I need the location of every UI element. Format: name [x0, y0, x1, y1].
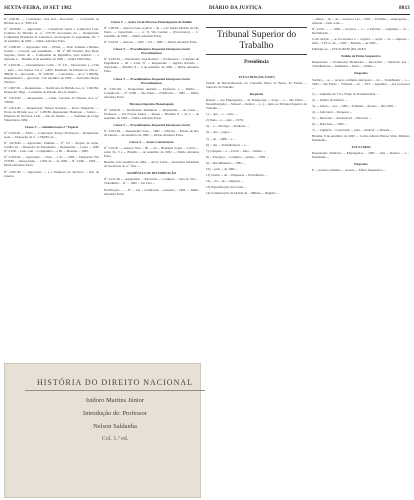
paragraph: Nº 3.018-82 — Agravante: Unidade ... Nº 3.0 ... Projeto de Ação, Crédito 01 ... Despacho de Expediente ... Requerente: ... Lessa ... 1982 Nº 2.918 ... Ltda. com ... Companhia ... e Bi. ... Brasília ... 1982.: [4, 141, 99, 154]
paragraph: Classe V — Administração 2.ª Espécie: [24, 125, 79, 130]
paragraph: Nº 3.04-81 — Autora: ... 1922 ... 0.5 ... 1982 — Diário Abrantes Faria.: [104, 40, 198, 45]
paragraph: Classe V — Procedimentos Depoente Interposto Geral: [113, 122, 190, 127]
paragraph: Pedido de Efeito Suspensivo: [341, 54, 381, 59]
paragraph: 2) — Salário Normativo ...: [312, 97, 348, 102]
paragraph: Nº 2.912-82 — Requerente: Nelson Ronaldo ... Rosa. Despacho: ... Notas da Divisão A-e, n.º 1.180/82. Requerente: Henrique ... Santos ... Empresa de Serviços, Ltda. ... Rio de Janeiro — ... Terminal de Carga Valencianos 1982.: [4, 105, 99, 123]
header-date: SEXTA-FEIRA, 10 SET 1982: [4, 5, 72, 11]
paragraph: 1) ... que ... o ... ativo ...: [206, 112, 238, 117]
paragraph: Classe V — Procedimentos Depoente Interposto Geral Procedimentos: [113, 47, 190, 56]
paragraph: 14) Comunicação da Ordem de ... Bilhete ... Registro ...: [206, 190, 280, 195]
tribunal-heading-box: [206, 25, 307, 67]
paragraph: AUDIÊNCIA DE DISTRIBUIÇÃO: [126, 171, 177, 176]
tribunal-title: Tribunal Superior do Trabalho: [206, 27, 307, 55]
paragraph: Nº 2.916-82 — EXO — Contratado: Estaço Professora ... Requerente: Geia, ... Despacho de n.º 1.790/82, de ...: [4, 131, 99, 140]
paragraph: TST-SJ-86/82: [351, 145, 371, 150]
paragraph: Classe V — Procedimentos Depoente Interposto Geral Procedimentos: [113, 76, 190, 85]
book-advertisement: [4, 363, 201, 498]
paragraph: Nº 2.910-82 — Requerente: ... Lima, Carolina da Divisão A-e, n.º 738/82.: [4, 95, 99, 104]
paragraph: 11) Custas ... de ... Empresas ... Previdência ...: [206, 172, 268, 177]
paragraph: Nº 3.10-81 — Autora: Vera ... Bi. ... da ... Henrique Sousa ... Corrêa ... sobre fls. 3 e ... Brasília ... de setembro de 1982 — Diário Abrantes Faria.: [104, 146, 199, 159]
paragraph: Brasília, 8 de setembro de 1982 — Carlos Alberto Barata Silva, Ministro Presidente.: [312, 133, 410, 143]
header-page-number: 8813: [399, 5, 410, 11]
paragraph: 7) — Vigência ... Convenção ... pela ... sindical ... cláusula ...: [312, 127, 393, 132]
paragraph: 8) ... Encargos ... Conjunto ... quanto ... 1982 ...: [206, 154, 269, 159]
advertisement-text: [25, 378, 205, 482]
paragraph: Verifico ... se ... recurso ordinário interposto ... da ... Trabalhador ... a ... 1982 ... São Paulo ... Tribunal ... do ... TST ... seguintes ... dos processos ...: [312, 77, 410, 90]
paragraph: Classe V — Ações Cível-Diversas Homologação de Pedido: [110, 20, 193, 24]
paragraph: Despacho: [354, 71, 368, 76]
advertisement-introducer: Nelson Saldanha: [93, 423, 137, 430]
paragraph: Despacho: [249, 92, 264, 97]
page-header: [4, 2, 410, 15]
paragraph: Publique-se ... TST-SJ-80/82 (DS-40-87): [312, 47, 367, 52]
paragraph: Nº 2.910-82 — Cancelamento: Colin ... Nº 2.8 ... Decorrente: (...) Vila ... Lula ... dos Santos. Lei n.º 2.805: Resultado da Divisão da Vila n.º 389/92, 0 ... Recorrido ... Nº 3.08-82: ... Convertido ... de n.º 5.806/82, Requerimento ... aprovado. 1 de setembro de 1982 — Secretaria Deyse Teixeira.: [4, 63, 99, 84]
paragraph: Requerente: ... Professores Mandarius ... Recorrido: ... Sindicato dos ... Trabalhadores ... Indústrias ... Paulo ... Salário ...: [312, 60, 410, 69]
paragraph: Nº 3.019-82 — Agravante: ... Nota ... e Sr. ... 1982 ... Despacho: Em 27/8/82 ... Interposição ... 1.082 de ... de 1982 ... Nº 3.040 ... 1982 ... Diário Abrantes Faria.: [4, 155, 99, 168]
paragraph: Nº 3.002-81 — Declarante: Raimundo ... Requerente ... da Costa ... Professor ... das Forças Santos ... Reque ... Brasília, 8 ... do 2 ... de setembro de 1982 — Diário Abrantes Faria.: [104, 107, 199, 120]
paragraph: 2) Nada ... a ... pelo ... 1979;: [206, 118, 244, 123]
paragraph: ... efetue ... de ... de ... recursos, Lei ... 1982 ... Trabalho ... empregados ... referida ... bem como ...: [312, 17, 410, 26]
paragraph: 6) ... das ... Trabalhadores ... e ...: [206, 142, 249, 147]
paragraph: E ... recurso ordinário ... recurso ... Efeito Suspensivo ...: [312, 168, 386, 173]
paragraph: 4) — Adicional ... Despesas ...: [312, 109, 353, 114]
advertisement-author: Isidoro Martins Júnior: [85, 397, 145, 404]
tribunal-section-title: Presidência: [244, 60, 269, 65]
text-column-4: [312, 17, 410, 497]
paragraph: Nº 3.021-82 — Requerente: Antonio ... Professor, a ... Dalmo ... Consultoria ... Nº 3.000 ... São Paulo ... Notificado ... 1982 — Diário Abrantes Faria.: [104, 86, 199, 99]
paragraph: Nº 3.006-82 — Agravante: Juíz ... EDAL — Rolo Toninha e Ribeiro Gomes ... Lacerda, que atualmente ... Bi. 1° DE Ferreira, Rua Bodo Sagrada, Chefe da ... Companhia da República, pelo referido ... e depósito à ... Brasília, 9 de setembro de 1982 — Sônia Vidal Dias.: [4, 45, 99, 62]
paragraph: TST-SJ-09/82 (DS-114/87): [238, 75, 275, 79]
paragraph: Classe X — Ações Contenciosas: [129, 140, 174, 145]
advertisement-title: HISTÓRIA DO DIREITO NACIONAL: [25, 378, 205, 391]
paragraph: 3) ... a ... Encargo ... Sindicato ...: [206, 124, 250, 129]
paragraph: 4) ... dos ... pagos ...: [206, 130, 233, 135]
paragraph: Com relação ... ao Procurador e ... registro ... seção ... da ... empresa ... bem ... TST 4.º de ... 1982 ... Brasília ... de 1982 ...: [312, 37, 410, 46]
paragraph: Nº 3.021-82 — Requerente: José ... 1982 ... Oliveira ... Estado do Rio de Janeiro ... de setembro de 1982 — Diário Abrantes Faria.: [104, 128, 199, 138]
advertisement-introduction: Introdução de: Professor: [83, 410, 147, 417]
paragraph: Pedido de Reconsideração no Conselho Pleno do Banco do Estado ... Superior de Trabalho: [206, 81, 307, 90]
paragraph: 12) ... da ... de ... empresa ...: [206, 178, 244, 183]
paragraph: Herança Depósito Homologado: [129, 101, 174, 106]
paragraph: Nº 2.98-80 — Autora: Ivete Goulart ... da ... e do Ilustre Distrito de São Paulo — Capacitado ... ... n.º 8, Vila Gomes ... (Procurador) ... 1.º setembro de 1982 — Diário Abrantes Faria.: [104, 26, 199, 39]
paragraph: 7) Compete ... e ... Prevê ... feita ... Salário ...: [206, 148, 266, 153]
paragraph: Nº 3.211-82 — Aquapuzão ... Recorrido ... Conjunto ... Vara do Tiro ... Trabalhista ... Nº ... 1982 ... Da Vara ...: [104, 177, 199, 186]
paragraph: 10) ... pela ... de 1982 ...: [206, 166, 238, 171]
paragraph: 3) — Abono ... aos ... 1982 ... Tribunal ... decreto ... RO-1982 ...: [312, 103, 397, 108]
text-column-1: [4, 17, 99, 353]
text-column-3: [206, 72, 307, 497]
paragraph: Nº 3.010-81 — Declarante: José Roberto ... Professores ... Conjunto de Engenharia ... 20 ... Ltda. Nº ... Requerente ... Agrário Ricardo ... Agravante ... Brasília, 8 ... 2 de setembro de 1982 — Diário Abrantes Faria.: [104, 57, 199, 74]
paragraph: 5) — Desconto ... Assistencial ... Diretoria ...: [312, 115, 372, 120]
paragraph: 6) — Data-base ... 1982 ...: [312, 121, 347, 126]
paragraph: Requerente: Sindicato ... Empregados ... 1982 ... Juiz ... Relator ... e ... Presidente ...: [312, 151, 410, 160]
paragraph: Nº 2.997-82 — Agravante: ... a a Empresa de Serviços ... Rio de Janeiro.: [4, 169, 99, 178]
paragraph: Notificação — ... Nº ... Lei ... notificação ... presente ... 1982 — Diário Abrantes Faria.: [104, 187, 199, 196]
paragraph: Nº 3.030-82 — Agravante: ... Consultoria Geral e Comercial Ltda. Contrato da Divisão A, n.º 275/79: decorrente de ... Requerente: Companhia Brasileira de Cartuchos, encarregada do expediente, fls. 7 de setembro de 1982 — Diário Abrantes Faria.: [4, 27, 99, 44]
paragraph: Brasília, 6 de setembro de 1982 — Aracy Lúcia ... Secretaria Substituta da Secretaria do 2.º Vara —: [104, 160, 199, 169]
paragraph: Requer ... dos Empregados ... da Transportes ... Jorge ... e ... São Paulo. ... Desembargador ... Manoel ... Relator ... (...) ... junto ao Tribunal Superior do Trabalho ...: [206, 98, 307, 111]
paragraph: Nº 2.99-82 — Contratado: José Gui... Recorrido: ... Contradita da Divisão A-e, n.º 8/82 4-8.: [4, 17, 99, 26]
advertisement-edition: Col. 1.ª ed.: [101, 436, 129, 442]
paragraph: 9) ... Recolhimento ... 1981 ...: [206, 160, 246, 165]
paragraph: Despacho: [354, 162, 368, 167]
paragraph: Nº 2.907-82 — Requerentes ... Notificado da Divisão A-e, n.º 1.002/82. Despacho: Diga ... Comissão do Estado, Rio de Janeiro.: [4, 85, 99, 94]
paragraph: 5) ... de ... 1980 ... e ...: [206, 136, 236, 141]
paragraph: 13) Especificação de Contas ...: [206, 184, 247, 189]
paragraph: Nº 4.019 — ... 1982 ... recursos ... à ... e Petróleo ... seguintes ... ao ... Reclamação ...: [312, 27, 410, 36]
paragraph: 1) — Aumento de 7% a Título de Produtividade ...: [312, 91, 379, 96]
header-title: DIÁRIO DA JUSTIÇA: [209, 5, 262, 11]
